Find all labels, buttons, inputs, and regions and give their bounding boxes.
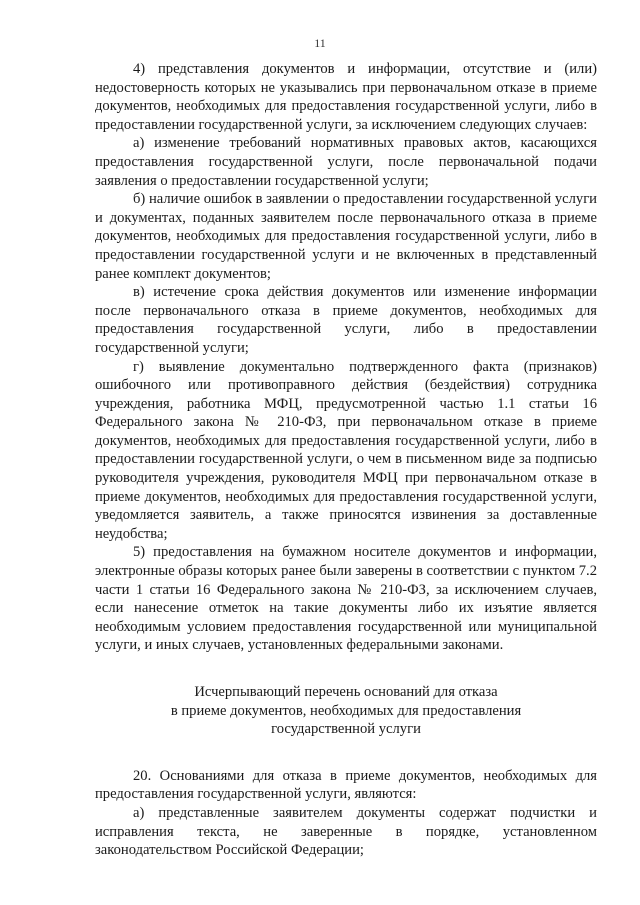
paragraph-subitem-a: а) изменение требований нормативных правовых актов, касающихся предоставления государственной услуги, после первоначальной подачи заявления о предоставлении государственной услуги;: [95, 135, 597, 189]
paragraph-subitem-g: г) выявление документально подтвержденного факта (признаков) ошибочного или противоправного действия (бездействия) сотрудника учреждения, работника МФЦ, предусмотренной частью 1.1 статьи 16 Федерального закона № 210-ФЗ, при первоначальном отказе в приеме документов, необходимых для предоставления государственной услуги, либо в предоставлении государственной услуги, о чем в письменном виде за подписью руководителя учреждения, руководителя МФЦ при первоначальном отказе в приеме документов, необходимых для предоставления государственной услуги, уведомляется заявитель, а также приносятся извинения за доставленные неудобства;: [95, 358, 597, 542]
paragraph-subitem-v: в) истечение срока действия документов или изменение информации после первоначального отказа в приеме документов, необходимых для предоставления государственной услуги, либо в предоставлении государственной услуги;: [95, 284, 597, 356]
section-heading: [95, 683, 597, 739]
heading-line: государственной услуги: [271, 721, 421, 738]
heading-line: Исчерпывающий перечень оснований для отказа: [194, 684, 498, 700]
page-number: 11: [314, 36, 326, 50]
paragraph-item-5: 5) предоставления на бумажном носителе документов и информации, электронные образы которых ранее были заверены в соответствии с пунктом 7.2 части 1 статьи 16 Федерального закона № 210-ФЗ, за исключением случаев, если нанесение отметок на такие документы либо их изъятие является необходимым условием предоставления государственной или муниципальной услуги, и иных случаев, установленных федеральными законами.: [95, 544, 597, 654]
paragraph-subitem-b: б) наличие ошибок в заявлении о предоставлении государственной услуги и документах, поданных заявителем после первоначального отказа в приеме документов, необходимых для предоставления государственной услуги, либо в предоставлении государственной услуги и не включенных в представленный ранее комплект документов;: [95, 191, 597, 282]
paragraph-item-4: 4) представления документов и информации, отсутствие и (или) недостоверность которых не указывались при первоначальном отказе в приеме документов, необходимых для предоставления государственной услуги, либо в предоставлении государственной услуги, за исключением следующих случаев:: [95, 61, 597, 133]
paragraph-subitem-a: а) представленные заявителем документы содержат подчистки и исправления текста, не заверенные в порядке, установленном законодательством Российской Федерации;: [95, 804, 597, 859]
paragraph-item-20: 20. Основаниями для отказа в приеме документов, необходимых для предоставления государственной услуги, являются:: [95, 767, 597, 803]
document-body: [95, 60, 597, 860]
heading-line: в приеме документов, необходимых для предоставления: [170, 702, 522, 719]
